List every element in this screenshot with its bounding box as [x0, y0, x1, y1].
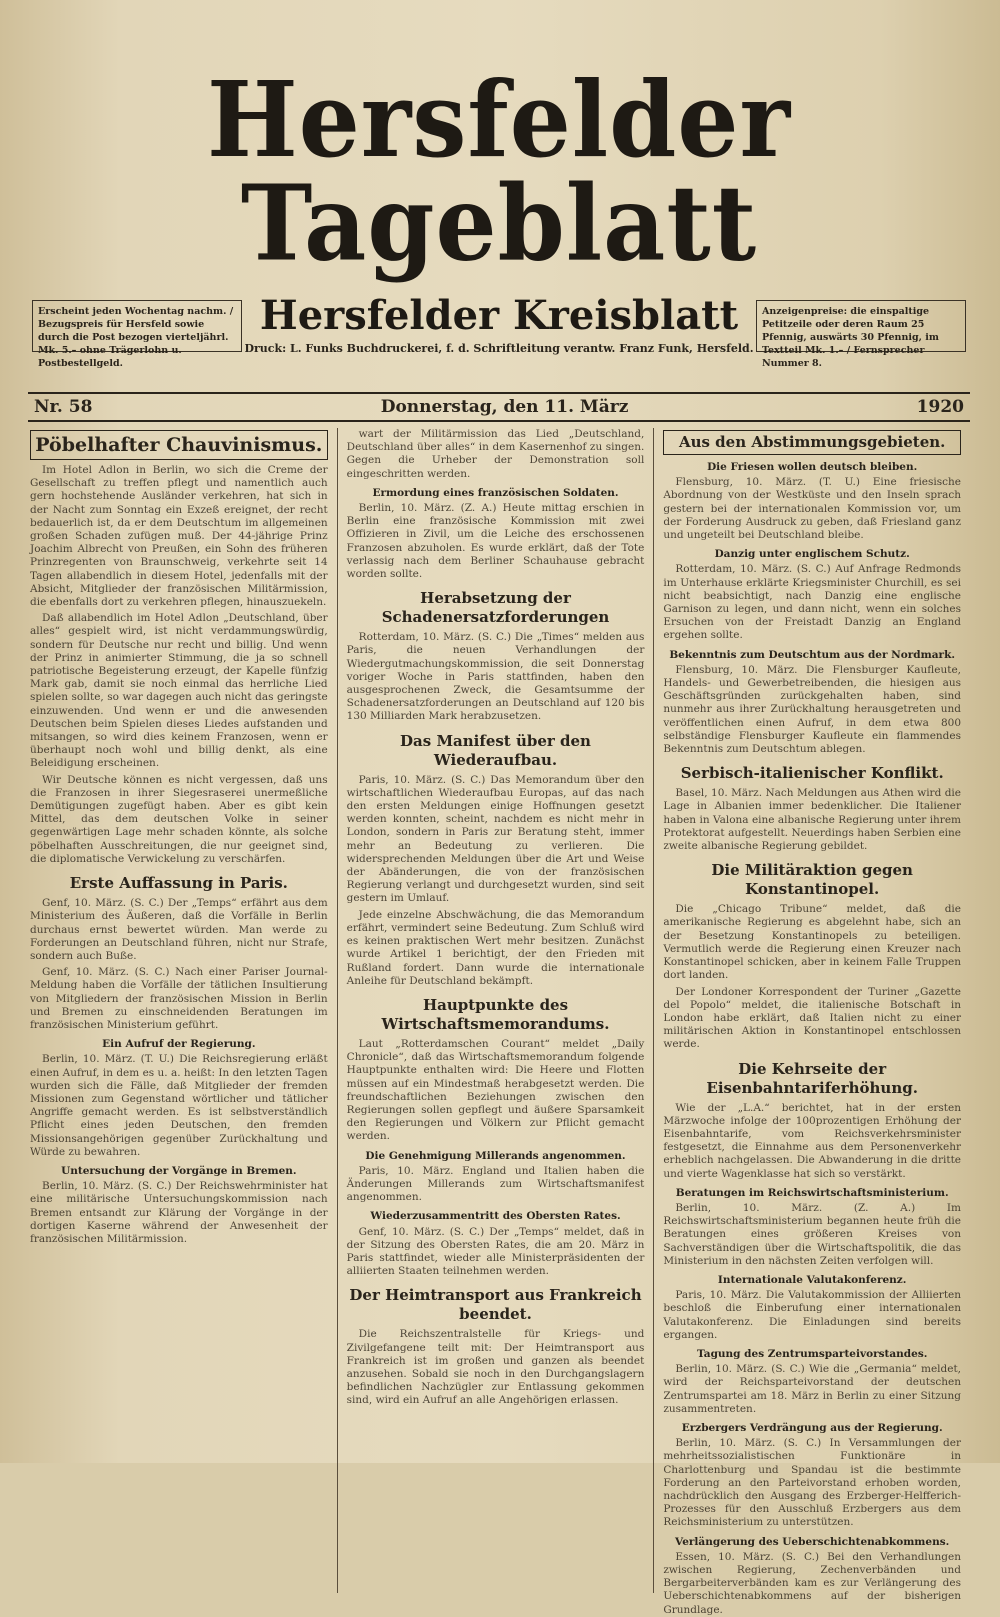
- headline: Pöbelhafter Chauvinismus.: [30, 430, 328, 460]
- paragraph: Im Hotel Adlon in Berlin, wo sich die Creme der Gesellschaft zu treffen pflegt und namentlich auch gern hochstehende Ausländer verkehren, hat sich in der Nacht zum Sonntag ein Exzeß ereignet, der recht bedauerlich ist, da er dem Deutschtum im allgemeinen großen Schaden zufügen muß. Der 44-jährige Prinz Joachim Albrecht von Preußen, ein Sohn des früheren Prinzregenten von Braunschweig, verkehrte seit 14 Tagen allabendlich in diesem Hotel, jedenfalls mit der Absicht, Mitglieder der französischen Militärmission, die ebenfalls dort zu verkehren pflegen, hinauszuekeln.: [30, 464, 328, 609]
- subheadline: Verlängerung des Ueberschichtenabkommens.: [675, 1535, 950, 1548]
- masthead-subtitle: Hersfelder Kreisblatt: [259, 292, 739, 339]
- headline: Die Militäraktion gegen Konstantinopel.: [711, 861, 913, 899]
- paragraph: Der Londoner Korrespondent der Turiner „Gazette del Popolo“ meldet, die italienische Botschaft in London habe erklärt, daß Italien nicht zu einer militärischen Aktion in Konstantinopel entschlossen werde.: [663, 985, 962, 1051]
- masthead-subrow: [28, 294, 970, 390]
- paragraph: Berlin, 10. März. (Z. A.) Im Reichswirtschaftsministerium begannen heute früh die Beratungen eines größeren Kreises von Sachverständigen über die Wirtschaftspolitik, die das Ministerium in den nächsten Zeiten verfolgen will.: [663, 1201, 962, 1267]
- paragraph: Jede einzelne Abschwächung, die das Memorandum erfährt, vermindert seine Bedeutung. Zum Schluß wird es keinen praktischen Wert mehr besitzen. Zunächst wurde Artikel 1 berichtigt, der den Frieden mit Rußland fordert. Dann wurde die internationale Anleihe für Deutschland bekämpft.: [346, 908, 645, 987]
- issue-number: Nr. 58: [34, 397, 93, 417]
- subheadline: Beratungen im Reichswirtschaftsministerium.: [675, 1186, 949, 1199]
- paragraph: Flensburg, 10. März. (T. U.) Eine friesische Abordnung von der Westküste und den Inseln sprach gestern bei der internationalen Kommission vor, um der Forderung Ausdruck zu geben, daß Friesland ganz und ungeteilt bei Deutschland bleibe.: [663, 476, 962, 542]
- masthead-title: Hersfelder Tageblatt: [206, 58, 792, 285]
- paragraph: Genf, 10. März. (S. C.) Nach einer Pariser Journal-Meldung haben die Vorfälle der tätlichen Insultierung von Mitgliedern der französischen Mission in Berlin und Bremen zu einschneidenden Beratungen im französischen Ministerium geführt.: [30, 966, 328, 1031]
- column-1: [28, 428, 337, 1593]
- paragraph: Genf, 10. März. (S. C.) Der „Temps“ meldet, daß in der Sitzung des Obersten Rates, die am 20. März in Paris stattfindet, wieder alle Ministerpräsidenten der alliierten Staaten teilnehmen werden.: [346, 1225, 645, 1278]
- paragraph: Berlin, 10. März. (S. C.) In Versammlungen der mehrheitssozialistischen Funktionäre in Charlottenburg und Spandau ist die bestimmte Forderung an den Parteivorstand erhoben worden, nachdrücklich den Ausgang des Erzberger-Helfferich-Prozesses für den Ausschluß Erzbergers aus dem Reichsministerium zu unterstützen.: [663, 1437, 962, 1529]
- subheadline: Bekenntnis zum Deutschtum aus der Nordmark.: [669, 648, 956, 661]
- paragraph: Die „Chicago Tribune“ meldet, daß die amerikanische Regierung es abgelehnt habe, sich an der Besetzung Konstantinopels zu beteiligen. Vermutlich werde die Regierung einen Kreuzer nach Konstantinopel schicken, aber in keinem Falle Truppen dort landen.: [663, 903, 962, 982]
- paragraph: Paris, 10. März. Die Valutakommission der Alliierten beschloß die Einberufung einer internationalen Valutakonferenz. Die Einladungen sind bereits ergangen.: [663, 1289, 962, 1341]
- paragraph: Laut „Rotterdamschen Courant“ meldet „Daily Chronicle“, daß das Wirtschaftsmemorandum folgende Hauptpunkte enthalten wird: Die Heere und Flotten müssen auf ein Mindestmaß herabgesetzt werden. Die freundschaftlichen Beziehungen zwischen den Regierungen sollen gepflegt und äußere Sparsamkeit den Regierungen und Völkern zur Pflicht gemacht werden.: [346, 1037, 645, 1143]
- subheadline: Erzbergers Verdrängung aus der Regierung.: [681, 1421, 943, 1434]
- paragraph: Basel, 10. März. Nach Meldungen aus Athen wird die Lage in Albanien immer bedenklicher. Die Italiener haben in Valona eine albanische Regierung unter ihrem Protektorat aufgestellt. Neuerdings haben Serbien eine zweite albanische Regierung gebildet.: [663, 787, 962, 853]
- paragraph: wart der Militärmission das Lied „Deutschland, Deutschland über alles“ in dem Kasernenhof zu singen. Gegen die Urheber der Demonstration soll eingeschritten werden.: [346, 428, 645, 480]
- subheadline: Untersuchung der Vorgänge in Bremen.: [61, 1164, 297, 1177]
- subheadline: Danzig unter englischem Schutz.: [714, 548, 910, 561]
- subheadline: Ein Aufruf der Regierung.: [102, 1038, 256, 1051]
- headline: Das Manifest über den Wiederaufbau.: [400, 731, 591, 769]
- paragraph: Rotterdam, 10. März. (S. C.) Die „Times“ melden aus Paris, die neuen Verhandlungen der Wiedergutmachungskommission, die seit Donnerstag voriger Woche in Paris stattfinden, haben den ausgesprochenen Zweck, die Gesamtsumme der Schadenersatzforderungen an Deutschland auf 120 bis 130 Milliarden Mark herabzusetzen.: [346, 631, 645, 723]
- subheadline: Internationale Valutakonferenz.: [717, 1273, 907, 1286]
- subheadline: Wiederzusammentritt des Obersten Rates.: [370, 1210, 621, 1223]
- issue-date: Donnerstag, den 11. März: [380, 397, 629, 417]
- paragraph: Paris, 10. März. England und Italien haben die Änderungen Millerands zum Wirtschaftsmanifest angenommen.: [346, 1164, 645, 1204]
- paragraph: Wie der „L.A.“ berichtet, hat in der ersten Märzwoche infolge der 100prozentigen Erhöhung der Eisenbahntarife, vom Reichsverkehrsminister festgesetzt, die Einnahme aus dem Personenverkehr erheblich nachgelassen. Die Abwanderung in die dritte und vierte Wagenklasse hat sich so verstärkt.: [663, 1101, 962, 1180]
- paragraph: Berlin, 10. März. (T. U.) Die Reichsregierung erläßt einen Aufruf, in dem es u. a. heißt: In den letzten Tagen wurden sich die Fälle, daß Mitglieder der fremden Missionen zum Gegenstand wörtlicher und tätlicher Angriffe gemacht werden. Es ist selbstverständlich Pflicht eines jeden Deutschen, den fremden Missionsangehörigen gegenüber Zurückhaltung und Würde zu bewahren.: [30, 1053, 328, 1158]
- headline: Hauptpunkte des Wirtschaftsmemorandums.: [381, 995, 610, 1033]
- paragraph: Flensburg, 10. März. Die Flensburger Kaufleute, Handels- und Gewerbetreibenden, die hiesigen aus Geschäftsgründen zurückgehalten haben, sind nunmehr aus ihrer Zurückhaltung herausgetreten und veröffentlichen einen Aufruf, in dem etwa 800 selbständige Flensburger Kaufleute ein flammendes Bekenntnis zum Deutschtum ablegen.: [663, 663, 962, 756]
- headline: Serbisch-italienischer Konflikt.: [680, 764, 944, 783]
- issue-year: 1920: [916, 397, 964, 417]
- subheadline: Tagung des Zentrumsparteivorstandes.: [696, 1347, 928, 1360]
- subheadline: Ermordung eines französischen Soldaten.: [372, 486, 619, 499]
- paragraph: Wir Deutsche können es nicht vergessen, daß uns die Franzosen in ihrer Siegesraserei unermeßliche Demütigungen zugefügt haben. Aber es gibt kein Mittel, das dem deutschen Volke in seiner gegenwärtigen Lage mehr schaden könnte, als solche pöbelhaften Ausschreitungen, die nur geeignet sind, die diplomatische Verwickelung zu verschärfen.: [30, 773, 328, 865]
- subheadline: Die Genehmigung Millerands angenommen.: [365, 1149, 626, 1162]
- paragraph: Paris, 10. März. (S. C.) Das Memorandum über den wirtschaftlichen Wiederaufbau Europas, auf das nach den ersten Meldungen einige Hoffnungen gesetzt werden konnten, scheint, nachdem es nicht mehr in London, sondern in Paris zur Beratung steht, immer mehr an Bedeutung zu verlieren. Die widersprechenden Meldungen über die Art und Weise der Abänderungen, die von der französischen Regierung verlangt und durchgesetzt wurden, sind seit gestern im Umlauf.: [346, 773, 645, 905]
- headline: Erste Auffassung in Paris.: [69, 874, 288, 893]
- paragraph: Berlin, 10. März. (Z. A.) Heute mittag erschien in Berlin eine französische Kommission mit zwei Offizieren in Zivil, um die Leiche des erschossenen Franzosen abzuholen. Es wurde erklärt, daß der Tote verlassig nach dem Berliner Schauhause gebracht worden sollte.: [346, 502, 645, 581]
- subscription-info-box: Erscheint jeden Wochentag nachm. / Bezugspreis für Hersfeld sowie durch die Post bezogen vierteljährl. Mk. 5.– ohne Trägerlohn u. Postbestellgeld.: [32, 300, 242, 352]
- headline: Der Heimtransport aus Frankreich beendet.: [349, 1286, 642, 1324]
- headline: Herabsetzung der Schadenersatzforderungen: [381, 589, 610, 627]
- dateline: [28, 392, 970, 422]
- column-2: [337, 428, 654, 1593]
- paragraph: Daß allabendlich im Hotel Adlon „Deutschland, über alles“ gespielt wird, ist nicht verdammungswürdig, sondern für Deutsche nur recht und billig. Und wenn der Prinz in animierter Stimmung, die ja so schnell patriotische Begeisterung erzeugt, der Kapelle fünfzig Mark gab, damit sie noch einmal das herrliche Lied spielen sollte, so war dagegen auch nicht das geringste einzuwenden. Und wenn er und die anwesenden Deutschen beim Spielen dieses Liedes aufstanden und mitsangen, so wird dies keinem Franzosen, wenn er überhaupt noch wohl und billig denkt, als eine Beleidigung erscheinen.: [30, 612, 328, 770]
- column-3: [653, 428, 970, 1616]
- paragraph: Genf, 10. März. (S. C.) Der „Temps“ erfährt aus dem Ministerium des Äußeren, daß die Vorfälle in Berlin durchaus ernst bewertet würden. Man werde zu Forderungen an Deutschland führen, nicht nur Strafe, sondern auch Buße.: [30, 897, 328, 962]
- paragraph: Die Reichszentralstelle für Kriegs- und Zivilgefangene teilt mit: Der Heimtransport aus Frankreich ist im großen und ganzen als beendet anzusehen. Sobald sie noch in den Durchgangslagern befindlichen Nachzügler zur Entlassung gekommen sind, wird ein Aufruf an alle Angehörigen erlassen.: [346, 1328, 645, 1407]
- paragraph: Berlin, 10. März. (S. C.) Der Reichswehrminister hat eine militärische Untersuchungskommission nach Bremen entsandt zur Klärung der Vorgänge in der dortigen Kaserne während der Anwesenheit der französischen Militärmission.: [30, 1180, 328, 1245]
- article-columns: [28, 428, 970, 1616]
- headline: Aus den Abstimmungsgebieten.: [663, 430, 961, 455]
- paragraph: Essen, 10. März. (S. C.) Bei den Verhandlungen zwischen Regierung, Zechenverbänden und Bergarbeiterverbänden kam es zur Verlängerung des Ueberschichtenabkommens auf der bisherigen Grundlage.: [663, 1550, 962, 1616]
- paragraph: Rotterdam, 10. März. (S. C.) Auf Anfrage Redmonds im Unterhause erklärte Kriegsminister Churchill, es sei nicht beabsichtigt, nach Danzig eine englische Garnison zu legen, und dann nicht, wenn ein solches Ersuchen von der Freistadt Danzig an England ergehen sollte.: [663, 563, 962, 642]
- printer-line: Druck: L. Funks Buchdruckerei, f. d. Schriftleitung verantw. Franz Funk, Hersfeld.: [244, 342, 754, 355]
- advertising-info-box: Anzeigenpreise: die einspaltige Petitzeile oder deren Raum 25 Pfennig, auswärts 30 Pfennig, im Textteil Mk. 1.– / Fernsprecher Nummer 8.: [756, 300, 966, 352]
- paragraph: Berlin, 10. März. (S. C.) Wie die „Germania“ meldet, wird der Reichsparteivorstand der deutschen Zentrumspartei am 18. März in Berlin zu einer Sitzung zusammentreten.: [663, 1363, 962, 1415]
- headline: Die Kehrseite der Eisenbahntariferhöhung.: [706, 1059, 918, 1097]
- subheadline: Die Friesen wollen deutsch bleiben.: [707, 461, 918, 473]
